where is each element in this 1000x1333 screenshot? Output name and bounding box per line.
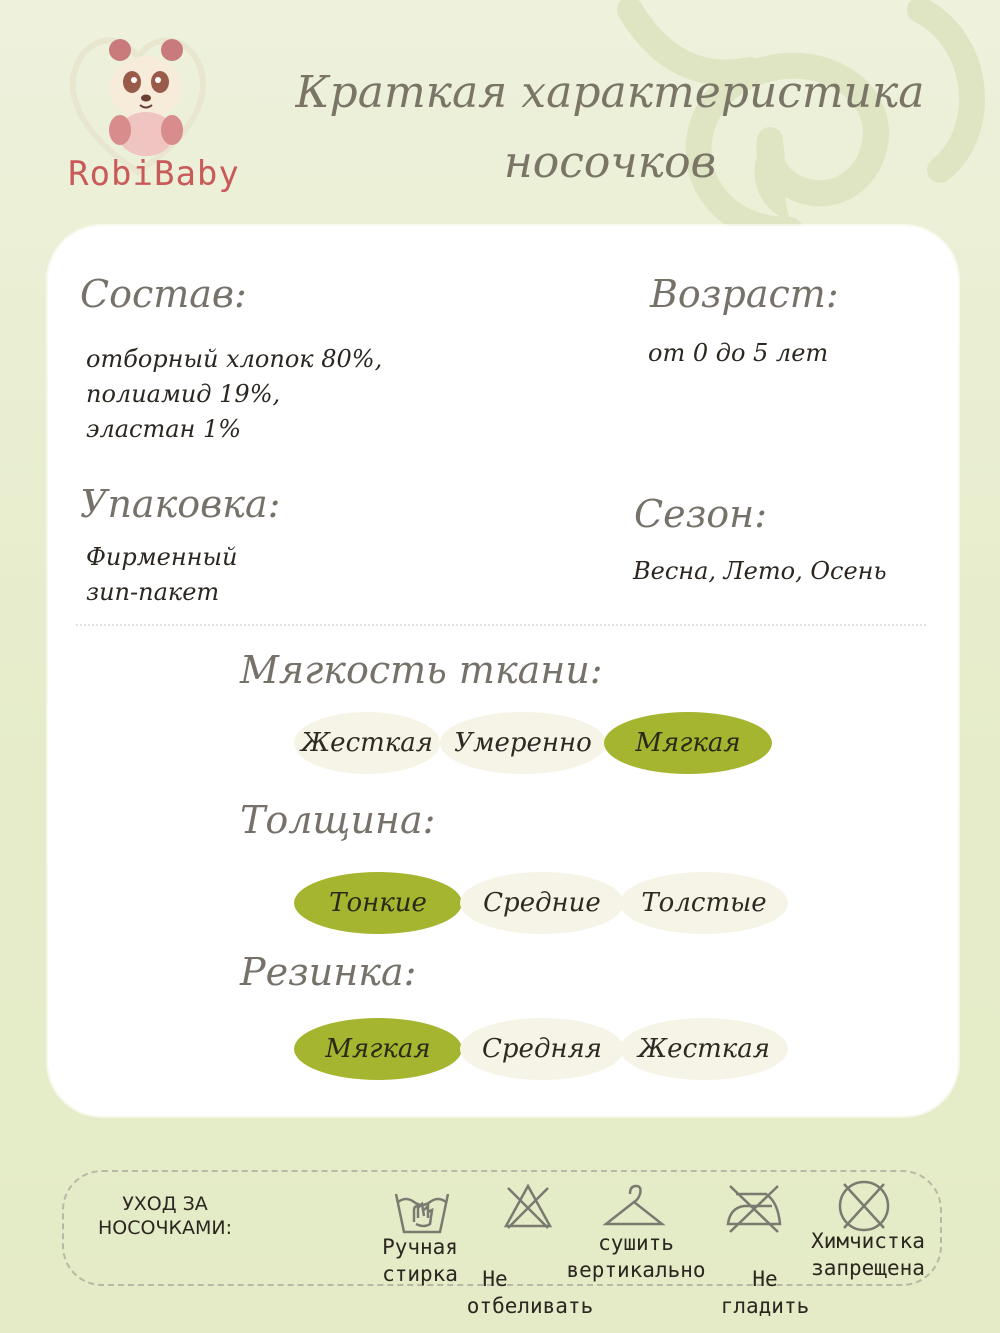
hand-wash-icon xyxy=(390,1182,454,1238)
care-line: Не xyxy=(752,1267,778,1291)
thickness-option-thin[interactable]: Тонкие xyxy=(294,872,462,934)
thickness-option-thick[interactable]: Толстые xyxy=(620,872,788,934)
season-value: Весна, Лето, Осень xyxy=(633,557,887,585)
care-line: гладить xyxy=(720,1294,810,1318)
elastic-option-soft[interactable]: Мягкая xyxy=(294,1018,462,1080)
softness-options xyxy=(294,712,774,782)
no-bleach-icon xyxy=(496,1180,560,1236)
season-label: Сезон: xyxy=(634,492,767,536)
no-dry-clean-icon xyxy=(832,1178,896,1234)
care-line: сушить xyxy=(598,1231,674,1255)
elastic-options xyxy=(294,1018,794,1088)
elastic-label: Резинка: xyxy=(240,950,417,994)
composition-line: отборный хлопок 80%, xyxy=(86,345,383,373)
care-line: Химчистка xyxy=(811,1229,925,1253)
composition-line: полиамид 19%, xyxy=(86,380,281,408)
section-divider xyxy=(76,624,926,626)
care-line: вертикально xyxy=(566,1258,706,1282)
characteristics-card xyxy=(48,226,958,1116)
age-value: от 0 до 5 лет xyxy=(648,339,829,367)
care-title-line2: НОСОЧКАМИ: xyxy=(98,1217,232,1239)
page-title xyxy=(250,58,970,198)
page-title-line1: Краткая характеристика xyxy=(295,67,925,118)
packaging-line: Фирменный xyxy=(86,543,238,571)
composition-value xyxy=(86,342,382,447)
care-text-hang-dry xyxy=(556,1230,716,1284)
softness-option-moderate[interactable]: Умеренно xyxy=(440,712,606,774)
care-title xyxy=(70,1192,260,1240)
thickness-label: Толщина: xyxy=(240,798,436,842)
packaging-value xyxy=(86,540,237,610)
thickness-option-medium[interactable]: Средние xyxy=(460,872,624,934)
packaging-label: Упаковка: xyxy=(80,482,281,526)
logo-text: RobiBaby xyxy=(68,154,240,194)
thickness-options xyxy=(294,872,794,942)
age-label: Возраст: xyxy=(650,272,839,316)
robibaby-logo xyxy=(52,22,252,202)
packaging-line: зип-пакет xyxy=(86,578,220,606)
care-line: запрещена xyxy=(811,1256,925,1280)
softness-option-soft[interactable]: Мягкая xyxy=(604,712,772,774)
care-line: отбеливать xyxy=(466,1294,594,1318)
composition-label: Состав: xyxy=(80,272,247,316)
care-line: стирка xyxy=(382,1262,458,1286)
softness-option-hard[interactable]: Жесткая xyxy=(294,712,440,774)
care-text-no-dry-clean xyxy=(796,1228,940,1282)
no-iron-icon xyxy=(722,1180,786,1236)
softness-label: Мягкость ткани: xyxy=(240,648,603,692)
composition-line: эластан 1% xyxy=(86,415,242,443)
elastic-option-medium[interactable]: Средняя xyxy=(460,1018,624,1080)
care-title-line1: УХОД ЗА xyxy=(122,1193,208,1215)
care-line: Ручная xyxy=(382,1235,458,1259)
elastic-option-hard[interactable]: Жесткая xyxy=(620,1018,788,1080)
care-line: Не xyxy=(482,1267,508,1291)
page-title-line2: носочков xyxy=(503,137,717,188)
